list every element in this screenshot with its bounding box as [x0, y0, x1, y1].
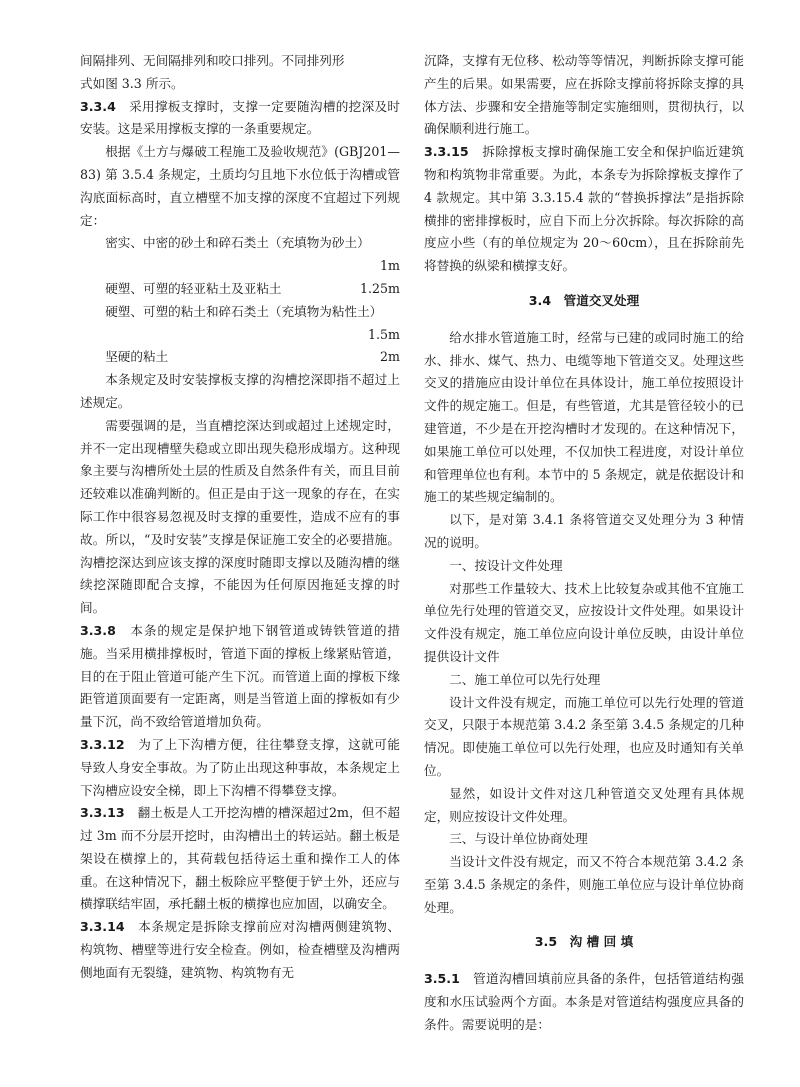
clause-text: 翻土板是人工开挖沟槽的槽深超过2m，但不超过 3m 而不分层开挖时，由沟槽出土的转运站。翻土板是架设在横撑上的，其荷载包括待运土重和操作工人的体重。在这种情况下，翻土板除应平整便于铲土外，还应与横撑联结牢固，承托翻土板的横撑也应加固，以确安全。 [80, 805, 400, 912]
clause-3-3-8 [80, 620, 400, 734]
section-heading-3-4: 3.4 管道交叉处理 [528, 292, 640, 308]
soil-item-1-value-row [80, 255, 400, 278]
clause-3-3-15 [424, 141, 744, 278]
paragraph-obvious: 显然，如设计文件对这几种管道交叉处理有具体规定，则应按设计文件处理。 [424, 785, 744, 824]
clause-number: 3.3.13 [80, 805, 125, 821]
paragraph-design-docs: 对那些工作量较大、技术上比较复杂或其他不宜施工单位先行处理的管道交叉，应按设计文件处理。如果设计文件没有规定，施工单位应向设计单位反映，由设计单位提供设计文件 [424, 580, 744, 664]
clause-number: 3.3.12 [80, 736, 125, 752]
paragraph-timely: 本条规定及时安装撑板支撑的沟槽挖深即指不超过上述规定。 [80, 372, 400, 410]
clause-number: 3.5.1 [424, 971, 460, 987]
clause-text: 为了上下沟槽方便，往往攀登支撑，这就可能导致人身安全事故。为了防止出现这种事故，本条规定上下沟槽应设安全梯，即上下沟槽不得攀登支撑。 [80, 736, 401, 798]
line-arrangement-2: 式如图 3.3 所示。 [80, 75, 184, 91]
paragraph-basis: 根据《土方与爆破工程施工及验收规范》(GBJ201—83) 第 3.5.4 条规定，土质均匀且地下水位低于沟槽或管沟底面标高时，直立槽壁不加支撑的深度不宜超过下列规定： [80, 144, 400, 228]
clause-text: 管道沟槽回填前应具备的条件，包括管道结构强度和水压试验两个方面。本条是对管道结构强度应具备的条件。需要说明的是： [424, 971, 745, 1032]
paragraph-continuation: 沉降，支撑有无位移、松动等等情况，判断拆除支撑可能产生的后果。如果需要，应在拆除支撑前将拆除支撑的具体方法、步骤和安全措施等制定实施细则，贯彻执行，以确保顺利进行施工。 [424, 53, 744, 137]
paragraph-intro: 给水排水管道施工时，经常与已建的或同时施工的给水、排水、煤气、热力、电缆等地下管道交叉。处理这些交叉的措施应由设计单位在具体设计，施工单位按照设计文件的规定施工。但是，有些管道，尤其是管径较小的已建管道，不少是在开挖沟槽时才发现的。在这种情况下，如果施工单位可以处理，不仅加快工程进度，对设计单位和管理单位也有利。本节中的 5 条规定，就是依据设计和施工的某些规定编制的。 [424, 329, 744, 505]
paragraph-consult: 当设计文件没有规定，而又不符合本规范第 3.4.2 条至第 3.4.5 条规定的条件，则施工单位应与设计单位协商处理。 [424, 854, 744, 915]
clause-text: 采用撑板支撑时，支撑一定要随沟槽的挖深及时安装。这是采用撑板支撑的一条重要规定。 [80, 98, 401, 137]
clause-3-3-13 [80, 802, 400, 916]
clause-number: 3.3.8 [80, 622, 116, 638]
soil-item-3-text: 硬塑、可塑的粘土和碎石类土（充填物为粘性土） [105, 303, 383, 319]
soil-item-1-value: 1m [380, 258, 400, 274]
subheading-contractor: 二、施工单位可以先行处理 [449, 671, 601, 687]
clause-3-5-1 [424, 968, 744, 1036]
soil-item-1-text: 密实、中密的砂土和碎石类土（充填物为砂土） [105, 235, 370, 251]
subheading-consult: 三、与设计单位协商处理 [449, 831, 588, 847]
paragraph-stress: 需要强调的是，当直槽挖深达到或超过上述规定时，并不一定出现槽壁失稳或立即出现失稳形成塌方。这种现象主要与沟槽所处土层的性质及自然条件有关，而且目前还较难以准确判断的。但正是由于这一现象的存在，在实际工作中很容易忽视及时支撑的重要性，造成不应有的事故。所以，“及时安装”支撑是保证施工安全的必要措施。沟槽挖深达到应该支撑的深度时随即支撑以及随沟槽的继续挖深随即配合支撑，不能因为任何原因拖延支撑的时间。 [80, 417, 400, 616]
paragraph-arrangement [80, 50, 400, 96]
right-column [424, 50, 744, 1037]
subheading-design-docs: 一、按设计文件处理 [449, 557, 563, 573]
paragraph-contractor: 设计文件没有规定，而施工单位可以先行处理的管道交叉，只限于本规范第 3.4.2 条至第 3.4.5 条规定的几种情况。即使施工单位可以先行处理，也应及时通知有关单位。 [424, 694, 744, 778]
section-heading-3-5: 3.5 沟 槽 回 填 [534, 934, 634, 950]
soil-item-4-value: 2m [380, 349, 400, 365]
clause-number: 3.3.14 [80, 919, 125, 935]
clause-number: 3.3.15 [424, 144, 469, 160]
line-arrangement-1: 间隔排列、无间隔排列和咬口排列。不同排列形 [80, 53, 345, 68]
soil-item-3-value: 1.5m [368, 326, 400, 342]
soil-item-2-text: 硬塑、可塑的轻亚粘土及亚粘土 [105, 280, 282, 296]
soil-item-3-value-row [80, 324, 400, 347]
clause-text: 本条的规定是保护地下钢管道或铸铁管道的措施。当采用横排撑板时，管道下面的撑板上缘紧贴管道，目的在于阻止管道可能产生下沉。而管道上面的撑板下缘距管道顶面要有一定距离，则是当管道上面的撑板如有少量下沉，尚不致给管道增加负荷。 [80, 622, 401, 730]
soil-item-2 [80, 278, 400, 301]
paragraph-three-cases: 以下，是对第 3.4.1 条将管道交叉处理分为 3 种情况的说明。 [424, 512, 744, 550]
soil-item-2-value: 1.25m [360, 280, 400, 296]
soil-item-4-text: 坚硬的粘土 [105, 349, 169, 365]
clause-text: 拆除撑板支撑时确保施工安全和保护临近建筑物和构筑物非常重要。为此，本条专为拆除撑板支撑作了 4 款规定。其中第 3.3.15.4 款的“替换拆撑法”是指拆除横排的密排撑板时，应自下而上分次拆除。每次拆除的高度应小些（有的单位规定为 20～60cm），且在拆除前先将替换的纵梁和横撑支好。 [424, 144, 745, 274]
soil-item-4 [80, 346, 400, 369]
clause-text: 本条规定是拆除支撑前应对沟槽两侧建筑物、构筑物、槽壁等进行安全检查。例如，检查槽壁及沟槽两侧地面有无裂缝，建筑物、构筑物有无 [80, 919, 401, 980]
clause-3-3-14 [80, 916, 400, 984]
clause-3-3-12 [80, 734, 400, 802]
clause-number: 3.3.4 [80, 98, 116, 114]
left-column [80, 50, 400, 985]
clause-3-3-4 [80, 96, 400, 142]
